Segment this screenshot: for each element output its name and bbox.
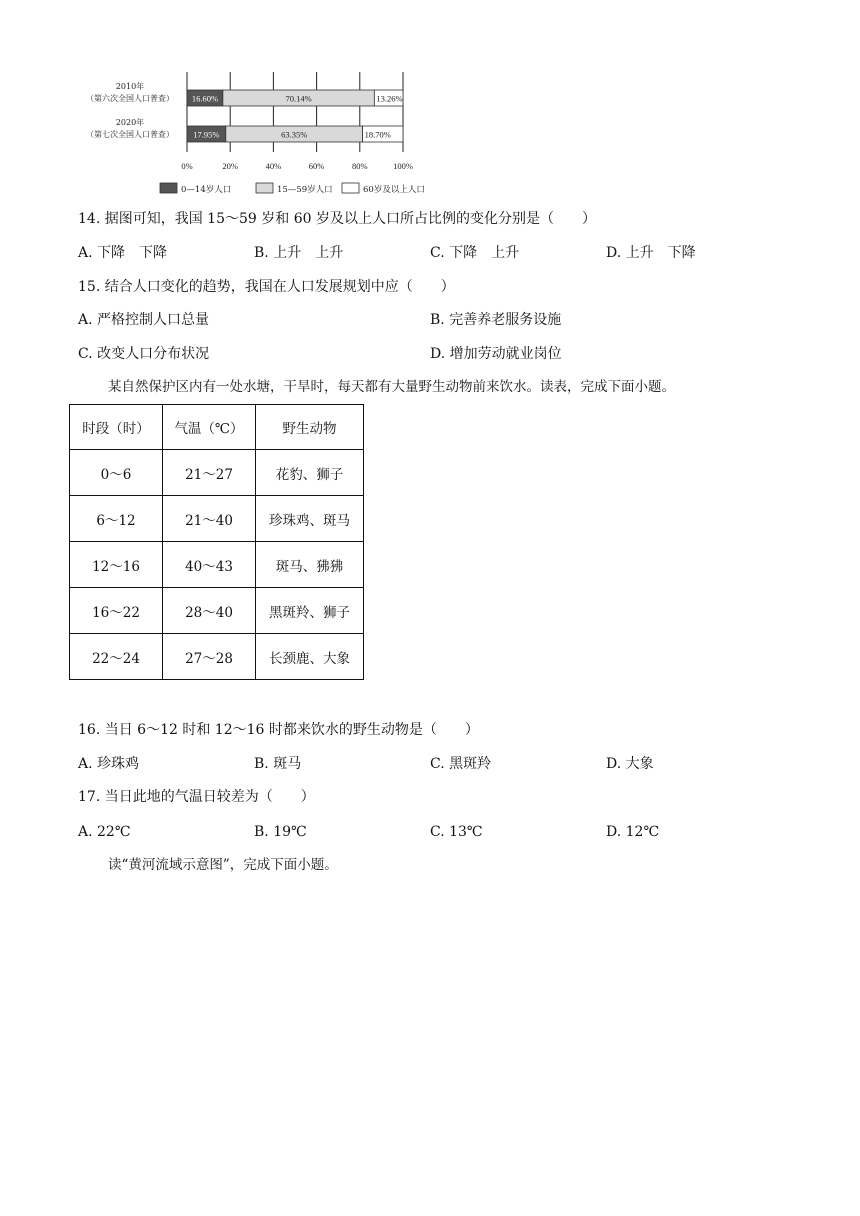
x-tick-label: 80%: [352, 161, 368, 171]
table-row: [70, 634, 364, 680]
q15-option-a: A. 严格控制人口总量: [78, 312, 210, 328]
cell-animals: 长颈鹿、大象: [256, 634, 364, 680]
table-row: [70, 542, 364, 588]
population-age-chart: [0, 0, 860, 210]
cell-time: 22～24: [70, 634, 163, 680]
x-tick-label: 100%: [393, 161, 413, 171]
data-label: 13.26%: [376, 93, 403, 104]
q16-option-a: A. 珍珠鸡: [78, 756, 140, 772]
legend-swatch: [160, 183, 177, 193]
question-16-stem: 16. 当日 6～12 时和 12～16 时都来饮水的野生动物是（ ）: [78, 722, 479, 738]
legend-label: 0—14岁人口: [181, 185, 232, 195]
q16-option-b: B. 斑马: [254, 756, 302, 772]
data-label: 17.95%: [193, 129, 220, 140]
q16-option-d: D. 大象: [606, 756, 654, 772]
question-14-stem: 14. 据图可知，我国 15～59 岁和 60 岁及以上人口所占比例的变化分别是（ ）: [78, 211, 596, 227]
q16-option-c: C. 黑斑羚: [430, 756, 492, 772]
wildlife-table: [69, 404, 364, 680]
data-label: 16.60%: [191, 93, 219, 104]
data-label: 18.70%: [364, 129, 391, 140]
cell-time: 12～16: [70, 542, 163, 588]
q17-option-b: B. 19℃: [254, 824, 307, 840]
cell-time: 6～12: [70, 496, 163, 542]
table-header-row: [70, 405, 364, 450]
q14-option-b: B. 上升 上升: [254, 245, 344, 261]
x-tick-label: 40%: [265, 161, 282, 171]
intro-yellow-river: 读“黄河流域示意图”，完成下面小题。: [108, 857, 338, 873]
q15-option-c: C. 改变人口分布状况: [78, 346, 210, 362]
cell-time: 16～22: [70, 588, 163, 634]
q17-option-a: A. 22℃: [78, 824, 131, 840]
q17-option-d: D. 12℃: [606, 824, 660, 840]
category-label: （第六次全国人口普查）: [86, 94, 174, 103]
cell-temperature: 40～43: [163, 542, 256, 588]
intro-wildlife: 某自然保护区内有一处水塘，干旱时，每天都有大量野生动物前来饮水。读表，完成下面小题。: [108, 379, 675, 395]
x-tick-label: 20%: [222, 161, 238, 171]
cell-time: 0～6: [70, 450, 163, 496]
data-label: 70.14%: [285, 93, 312, 104]
header-time: 时段（时）: [70, 405, 163, 450]
q14-option-a: A. 下降 下降: [78, 245, 168, 261]
data-label: 63.35%: [281, 129, 308, 140]
header-animals: 野生动物: [256, 405, 364, 450]
category-label: （第七次全国人口普查）: [86, 130, 174, 139]
cell-animals: 珍珠鸡、斑马: [256, 496, 364, 542]
cell-temperature: 21～40: [163, 496, 256, 542]
legend-swatch: [256, 183, 273, 193]
x-tick-label: 0%: [181, 161, 193, 171]
legend-label: 15—59岁人口: [277, 185, 333, 195]
x-tick-label: 60%: [308, 161, 325, 171]
q17-option-c: C. 13℃: [430, 824, 483, 840]
q15-option-b: B. 完善养老服务设施: [430, 312, 562, 328]
category-label: 2020年: [115, 118, 145, 127]
table-row: [70, 588, 364, 634]
cell-temperature: 28～40: [163, 588, 256, 634]
q14-option-d: D. 上升 下降: [606, 245, 696, 261]
cell-temperature: 21～27: [163, 450, 256, 496]
cell-animals: 花豹、狮子: [256, 450, 364, 496]
cell-animals: 斑马、狒狒: [256, 542, 364, 588]
question-15-stem: 15. 结合人口变化的趋势，我国在人口发展规划中应（ ）: [78, 279, 455, 295]
category-label: 2010年: [115, 82, 145, 91]
header-temperature: 气温（℃）: [163, 405, 256, 450]
cell-temperature: 27～28: [163, 634, 256, 680]
legend-label: 60岁及以上人口: [363, 185, 425, 195]
question-17-stem: 17. 当日此地的气温日较差为（ ）: [78, 789, 315, 805]
cell-animals: 黑斑羚、狮子: [256, 588, 364, 634]
table-row: [70, 450, 364, 496]
table-row: [70, 496, 364, 542]
q15-option-d: D. 增加劳动就业岗位: [430, 346, 562, 362]
legend-swatch: [342, 183, 359, 193]
q14-option-c: C. 下降 上升: [430, 245, 520, 261]
